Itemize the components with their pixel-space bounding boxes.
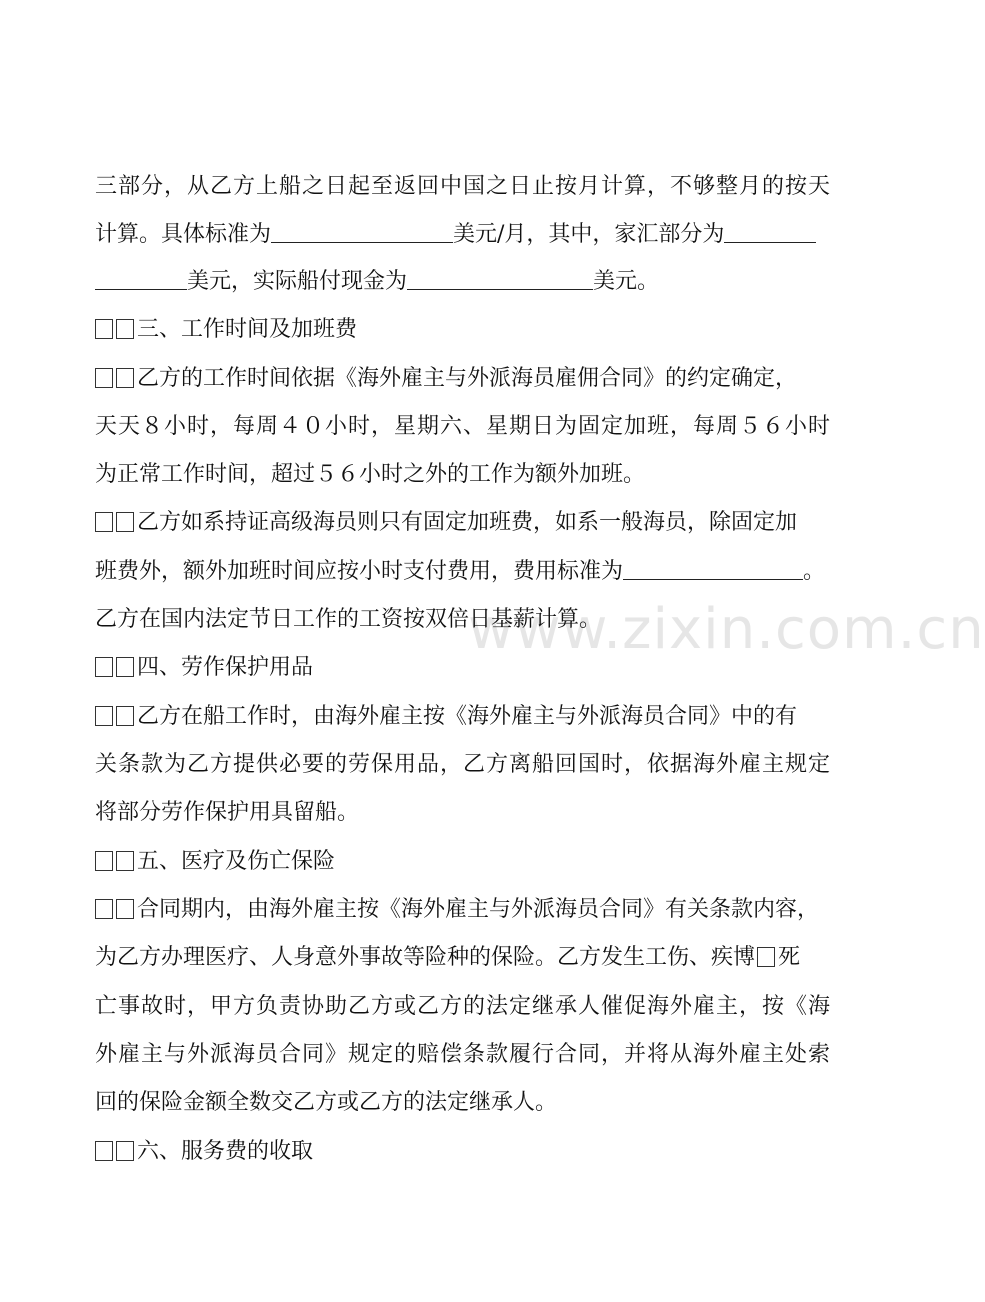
placeholder-box-icon (116, 319, 134, 339)
placeholder-box-icon (95, 512, 113, 532)
placeholder-box-icon (116, 512, 134, 532)
text-span: 死 (778, 945, 801, 970)
heading-text: 三、工作时间及加班费 (137, 317, 358, 342)
text-span: 合同期内，由海外雇主按《海外雇主与外派海员合同》有关条款内容， (137, 897, 820, 922)
placeholder-box-icon (95, 319, 113, 339)
placeholder-box-icon (116, 851, 134, 871)
paragraph-line: 将部分劳作保护用具留船。 (95, 800, 360, 825)
paragraph-line: 乙方在国内法定节日工作的工资按双倍日基薪计算。 (95, 607, 602, 632)
placeholder-box-icon (95, 368, 113, 388)
text-span: 美元/月，其中，家汇部分为 (453, 222, 725, 247)
placeholder-box-icon (116, 899, 134, 919)
paragraph-line: 亡事故时，甲方负责协助乙方或乙方的法定继承人催促海外雇主，按《海 (95, 994, 830, 1019)
text-span: 乙方的工作时间依据《海外雇主与外派海员雇佣合同》的约定确定， (137, 366, 798, 391)
placeholder-box-icon (116, 706, 134, 726)
paragraph-line (95, 267, 830, 295)
placeholder-box-icon (116, 1141, 134, 1161)
paragraph-line: 三部分，从乙方上船之日起至返回中国之日止按月计算，不够整月的按天 (95, 174, 830, 199)
heading-text: 五、医疗及伤亡保险 (137, 849, 336, 874)
placeholder-box-icon (95, 899, 113, 919)
placeholder-box-icon (95, 706, 113, 726)
paragraph-line: 回的保险金额全数交乙方或乙方的法定继承人。 (95, 1090, 558, 1115)
paragraph-line: 为正常工作时间，超过５６小时之外的工作为额外加班。 (95, 462, 646, 487)
fill-in-blank (95, 267, 187, 290)
text-span: 班费外，额外加班时间应按小时支付费用，费用标准为 (95, 559, 624, 584)
text-span: 美元。 (593, 269, 660, 294)
section-heading (95, 848, 830, 876)
text-span: 计算。具体标准为 (95, 222, 272, 247)
text-span: 乙方如系持证高级海员则只有固定加班费，如系一般海员，除固定加 (137, 510, 798, 535)
paragraph-line (95, 896, 830, 924)
heading-text: 四、劳作保护用品 (137, 655, 314, 680)
placeholder-box-icon (95, 851, 113, 871)
placeholder-box-icon (95, 1141, 113, 1161)
fill-in-blank (623, 557, 803, 580)
section-heading (95, 1138, 830, 1166)
text-span: 乙方在船工作时，由海外雇主按《海外雇主与外派海员合同》中的有 (137, 704, 798, 729)
fill-in-blank (724, 220, 816, 243)
watermark: www.zixin.com.cn (468, 597, 985, 662)
text-span: 美元，实际船付现金为 (187, 269, 408, 294)
paragraph-line (95, 509, 830, 537)
section-heading (95, 654, 830, 682)
fill-in-blank (407, 267, 593, 290)
text-span: 为乙方办理医疗、人身意外事故等险种的保险。乙方发生工伤、疾博 (95, 945, 756, 970)
paragraph-line (95, 365, 830, 393)
placeholder-box-icon (116, 368, 134, 388)
paragraph-line: 外雇主与外派海员合同》规定的赔偿条款履行合同，并将从海外雇主处索 (95, 1042, 830, 1067)
paragraph-line: 天天８小时，每周４０小时，星期六、星期日为固定加班，每周５６小时 (95, 414, 830, 439)
fill-in-blank (271, 220, 453, 243)
placeholder-box-icon (116, 657, 134, 677)
paragraph-line (95, 703, 830, 731)
heading-text: 六、服务费的收取 (137, 1139, 314, 1164)
paragraph-line (95, 557, 830, 585)
text-span: 。 (803, 559, 826, 584)
paragraph-line (95, 220, 830, 248)
section-heading (95, 316, 830, 344)
placeholder-box-icon (757, 947, 775, 967)
placeholder-box-icon (95, 657, 113, 677)
paragraph-line: 关条款为乙方提供必要的劳保用品，乙方离船回国时，依据海外雇主规定 (95, 752, 830, 777)
paragraph-line (95, 944, 830, 972)
